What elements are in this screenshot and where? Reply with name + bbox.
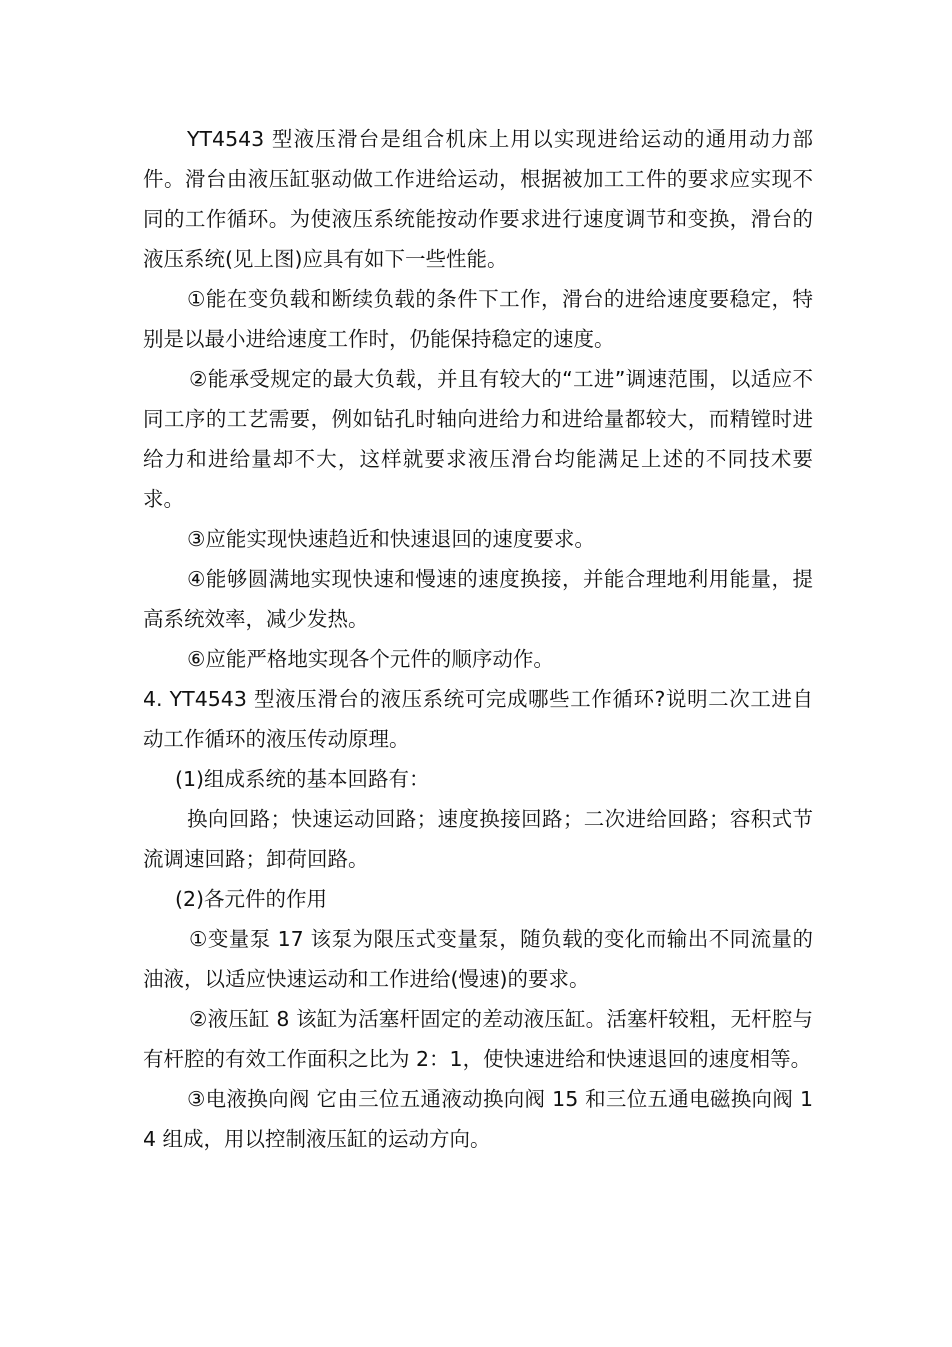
paragraph-item-1: ①能在变负载和断续负载的条件下工作，滑台的进给速度要稳定，特别是以最小进给速度工作时，仍能保持稳定的速度。	[143, 287, 813, 351]
paragraph-item-3: ③应能实现快速趋近和快速退回的速度要求。	[187, 527, 595, 551]
paragraph-item-6: ⑥应能严格地实现各个元件的顺序动作。	[187, 647, 554, 671]
question-4: 4. YT4543 型液压滑台的液压系统可完成哪些工作循环?说明二次工进自动工作循环的液压传动原理。	[143, 687, 813, 751]
paragraph-intro: YT4543 型液压滑台是组合机床上用以实现进给运动的通用动力部件。滑台由液压缸驱动做工作进给运动，根据被加工工件的要求应实现不同的工作循环。为使液压系统能按动作要求进行速度调节和变换，滑台的液压系统(见上图)应具有如下一些性能。	[143, 127, 813, 271]
paragraph-item-2: ②能承受规定的最大负载，并且有较大的“工进”调速范围，以适应不同工序的工艺需要，例如钻孔时轴向进给力和进给量都较大，而精镗时进给力和进给量却不大，这样就要求液压滑台均能满足上述的不同技术要求。	[143, 367, 813, 511]
paragraph-hydraulic-cylinder: ②液压缸 8 该缸为活塞杆固定的差动液压缸。活塞杆较粗，无杆腔与有杆腔的有效工作面积之比为 2：1，使快速进给和快速退回的速度相等。	[143, 1007, 813, 1071]
paragraph-item-4: ④能够圆满地实现快速和慢速的速度换接，并能合理地利用能量，提高系统效率，减少发热。	[143, 567, 813, 631]
section-components-heading: (2)各元件的作用	[175, 887, 328, 911]
section-basic-circuits-heading: (1)组成系统的基本回路有：	[175, 767, 430, 791]
paragraph-variable-pump: ①变量泵 17 该泵为限压式变量泵，随负载的变化而输出不同流量的油液，以适应快速运动和工作进给(慢速)的要求。	[143, 927, 813, 991]
document-body	[143, 119, 813, 1159]
paragraph-basic-circuits: 换向回路；快速运动回路；速度换接回路；二次进给回路；容积式节流调速回路；卸荷回路。	[143, 807, 813, 871]
paragraph-directional-valve: ③电液换向阀 它由三位五通液动换向阀 15 和三位五通电磁换向阀 14 组成，用以控制液压缸的运动方向。	[143, 1087, 813, 1151]
